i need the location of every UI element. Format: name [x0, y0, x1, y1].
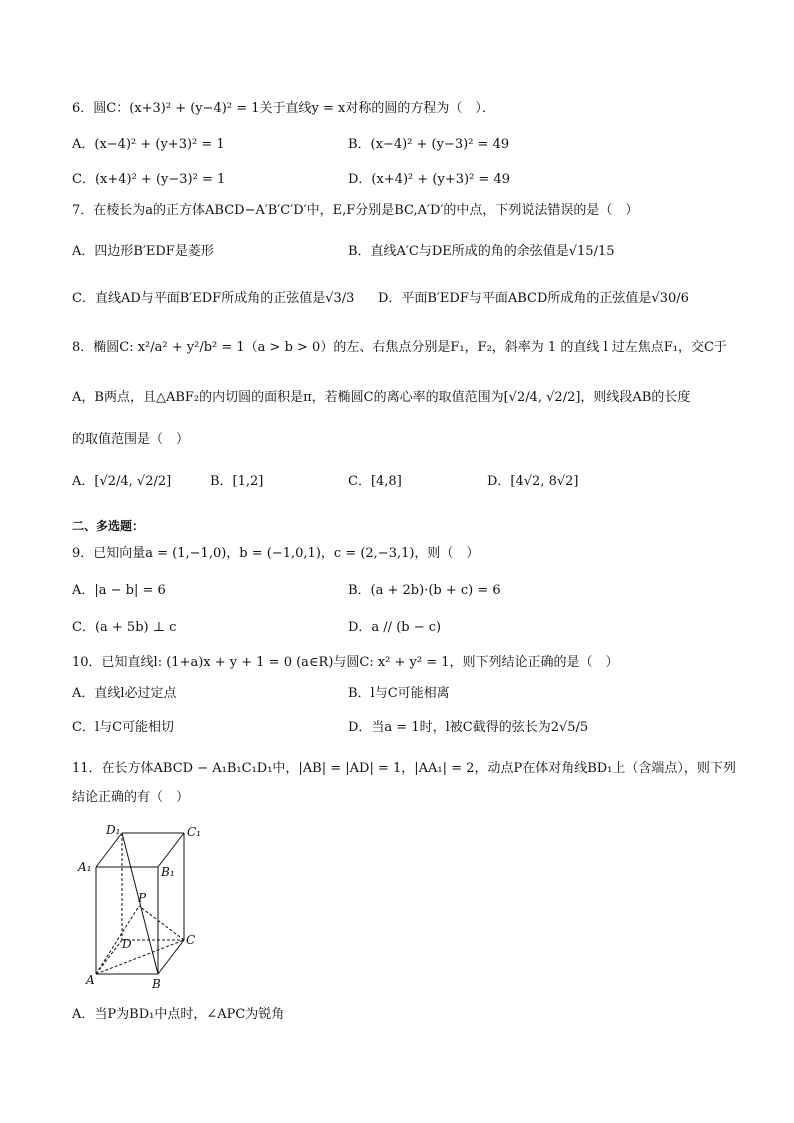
q9-option-a: A．|a − b| = 6: [72, 583, 166, 598]
q10-option-d: D．当a = 1时，l被C截得的弦长为2√5/5: [348, 720, 589, 735]
q7-option-b: B．直线A′C与DE所成的角的余弦值是√15/15: [348, 244, 615, 259]
q7-option-a: A．四边形B′EDF是菱形: [72, 244, 214, 259]
q7-option-c: C．直线AD与平面B′EDF所成角的正弦值是√3/3: [72, 291, 355, 306]
q6-option-d: D．(x+4)² + (y+3)² = 49: [348, 172, 510, 187]
q8-option-a: A．[√2/4, √2/2]: [72, 474, 172, 489]
q9-option-b: B．(a + 2b)·(b + c) = 6: [348, 583, 501, 598]
q7-stem: 7．在棱长为a的正方体ABCD−A′B′C′D′中，E,F分别是BC,A′D′的中点，下列说法错误的是（ ）: [72, 203, 639, 218]
q8-option-d: D．[4√2, 8√2]: [487, 474, 579, 489]
label-a1: A₁: [78, 860, 92, 874]
section-heading-multiple-choice: 二、多选题：: [72, 519, 145, 533]
q9-stem: 9．已知向量a = (1,−1,0)，b = (−1,0,1)，c = (2,−3,1)，则（ ）: [72, 546, 480, 561]
q8-line3: 的取值范围是（ ）: [72, 432, 190, 447]
label-c: C: [186, 933, 196, 947]
q10-option-a: A．直线l必过定点: [72, 686, 177, 701]
edge-c1-b1: [158, 833, 184, 867]
label-b: B: [152, 977, 161, 991]
segment-cp: [139, 906, 184, 940]
edge-d1-a1: [96, 833, 122, 867]
q11-option-a: A．当P为BD₁中点时，∠APC为锐角: [72, 1007, 285, 1022]
q9-option-d: D．a // (b − c): [348, 620, 442, 635]
label-d1: D₁: [106, 823, 121, 837]
q6-stem: 6．圆C：(x+3)² + (y−4)² = 1关于直线y = x对称的圆的方程为（ ）．: [72, 101, 495, 116]
q9-option-c: C．(a + 5b) ⊥ c: [72, 620, 177, 635]
label-p: P: [138, 891, 147, 905]
q11-line2: 结论正确的有（ ）: [72, 790, 190, 805]
q7-option-d: D．平面B′EDF与平面ABCD所成角的正弦值是√30/6: [378, 291, 689, 306]
label-a: A: [86, 973, 95, 987]
label-b1: B₁: [161, 865, 175, 879]
label-d: D: [122, 937, 132, 951]
q6-option-c: C．(x+4)² + (y−3)² = 1: [72, 172, 226, 187]
q8-option-c: C．[4,8]: [348, 474, 402, 489]
q10-option-b: B．l与C可能相离: [348, 686, 450, 701]
edge-a-d-hidden: [96, 940, 122, 974]
q6-option-b: B．(x−4)² + (y−3)² = 49: [348, 137, 510, 152]
q11-line1: 11．在长方体ABCD − A₁B₁C₁D₁中，|AB| = |AD| = 1，|AA₁| = 2，动点P在体对角线BD₁上（含端点），则下列: [72, 761, 736, 776]
label-c1: C₁: [187, 825, 201, 839]
q6-option-a: A．(x−4)² + (y+3)² = 1: [72, 137, 225, 152]
q8-option-b: B．[1,2]: [210, 474, 264, 489]
q10-stem: 10．已知直线l: (1+a)x + y + 1 = 0 (a∈R)与圆C: x² + y² = 1，则下列结论正确的是（ ）: [72, 655, 619, 670]
q8-line2: A，B两点，且△ABF₂的内切圆的面积是π，若椭圆C的离心率的取值范围为[√2/4, √2/2]，则线段AB的长度: [72, 390, 691, 405]
q8-line1: 8．椭圆C: x²/a² + y²/b² = 1（a > b > 0）的左、右焦点分别是F₁，F₂，斜率为 1 的直线 l 过左焦点F₁，交C于: [72, 340, 727, 355]
q10-option-c: C．l与C可能相切: [72, 720, 175, 735]
cuboid-figure: [72, 822, 212, 992]
